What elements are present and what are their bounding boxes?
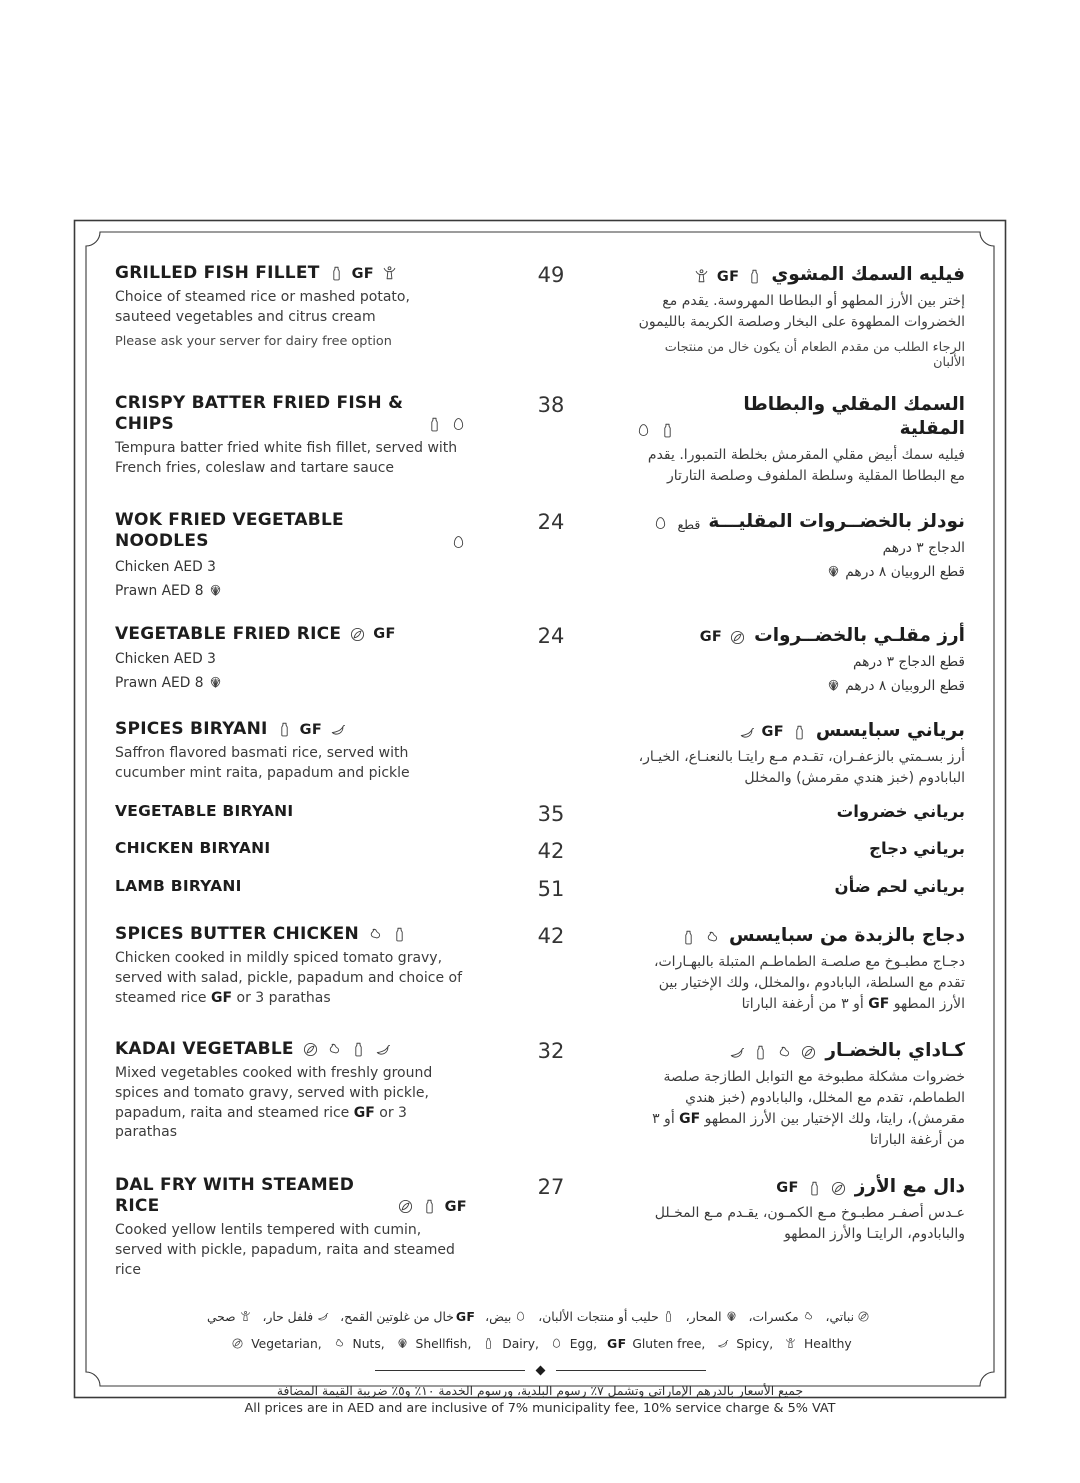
menu-item: [115, 1175, 965, 1281]
dish-name-ar: كـاداي بالخضـار: [825, 1039, 965, 1061]
healthy-icon: [693, 268, 710, 285]
dish-extra-en: Chicken AED 3: [115, 558, 216, 575]
dish-icons: [652, 515, 669, 534]
dish-name-ar: دجاج بالزبدة من سبايسس: [728, 924, 965, 946]
dish-desc-ar: أرز بسـمتي بالزعفـران، تقـدم مـع رايتـا بالنعنـاع، الخيـار، البابادوم (خبز هندي مقرمش) والمخلل: [638, 748, 965, 787]
dish-row: [115, 510, 965, 601]
dish-icons: [328, 265, 398, 284]
legend-entry: Egg,: [547, 1337, 597, 1351]
dish-english-column: [115, 624, 467, 696]
shellfish-icon: [396, 1334, 409, 1359]
dish-header-ar: [635, 1175, 965, 1199]
dish-header-en: [115, 924, 467, 945]
spicy-icon: [738, 724, 755, 741]
gluten-free-icon: GF: [716, 268, 740, 285]
dish-icons: [349, 626, 395, 645]
dish-note-ar: الرجاء الطلب من مقدم الطعام أن يكون خال من منتجات الألبان: [664, 339, 965, 370]
dish-name-en: GRILLED FISH FILLET: [115, 263, 320, 283]
dish-price: 24: [537, 510, 565, 535]
dish-icons: [700, 629, 746, 648]
dish-icons: [426, 416, 467, 435]
gluten-free-icon: GF: [455, 1308, 476, 1324]
legend-entry: Nuts,: [330, 1337, 385, 1351]
dairy-icon: [752, 1044, 769, 1061]
dairy-icon: [662, 1307, 675, 1332]
dish-extra-ar: الدجاج ٣ درهم: [882, 540, 965, 557]
dish-header-en: [115, 263, 467, 284]
vegetarian-icon: [857, 1307, 870, 1332]
vegetarian-icon: [830, 1180, 847, 1197]
legend-entry: المحار،: [686, 1310, 741, 1324]
variant-name-ar: برياني خضروات: [836, 802, 965, 822]
dish-row: [115, 1039, 965, 1152]
gluten-free-icon: GF: [353, 1104, 375, 1121]
dish-header-en: [115, 393, 467, 436]
spicy-icon: [716, 1334, 729, 1359]
dish-name-en: DAL FRY WITH STEAMED RICE: [115, 1174, 355, 1216]
spicy-icon: [316, 1307, 329, 1332]
dish-desc-ar: إختر بين الأرز المطهو أو البطاطا المهروسة. يقدم مع الخضروات المطهوة على البخار وصلصة الكريمة بالليمون: [638, 293, 965, 331]
nuts-icon: [776, 1044, 793, 1061]
healthy-icon: [381, 265, 398, 282]
dairy-icon: [391, 926, 408, 943]
dish-icons: [302, 1041, 391, 1060]
dish-arabic-column: [635, 510, 965, 601]
dish-price: [467, 719, 635, 790]
menu-item: [115, 393, 965, 488]
dish-icons: [635, 422, 676, 441]
dish-row: [115, 263, 965, 370]
dish-desc-en: Mixed vegetables cooked with freshly ground spices and tomato gravy, served with pickle, papadum, raita and steamed rice GF or 3 parathas: [115, 1064, 433, 1141]
menu-variant-row: [115, 802, 965, 826]
dish-header-en: [115, 719, 467, 740]
dish-icons: [728, 1044, 817, 1063]
nuts-icon: [326, 1041, 343, 1058]
dish-icons: [367, 926, 408, 945]
shellfish-icon: [208, 583, 223, 598]
menu-content: [115, 263, 965, 1416]
dish-icons: [680, 929, 721, 948]
dish-name-en: SPICES BIRYANI: [115, 718, 268, 739]
egg-icon: [450, 534, 467, 551]
dish-english-column: [115, 393, 467, 488]
dish-arabic-column: [635, 393, 965, 488]
menu-item: [115, 1039, 965, 1152]
gluten-free-icon: GF: [444, 1198, 467, 1215]
legend-line-english: [115, 1331, 965, 1359]
dish-row: [115, 924, 965, 1016]
nuts-icon: [704, 929, 721, 946]
divider-line: [556, 1370, 706, 1371]
variant-name-en: VEGETABLE BIRYANI: [115, 802, 294, 821]
dairy-icon: [421, 1198, 438, 1215]
dish-price: 38: [537, 392, 565, 417]
menu-variant-row: [115, 839, 965, 863]
legend-entry: GFخال من غلوتين القمح،: [340, 1308, 476, 1324]
spicy-icon: [728, 1044, 745, 1061]
dairy-icon: [328, 265, 345, 282]
legend-entry: Shellfish,: [393, 1337, 472, 1351]
dish-arabic-column: [635, 1175, 965, 1281]
vegetarian-icon: [302, 1041, 319, 1058]
dish-note-en: Please ask your server for dairy free option: [115, 334, 392, 349]
gluten-free-icon: GF: [761, 724, 784, 741]
dish-desc-ar: عـدس أصفـر مطبـوخ مـع الكمـون، يقـدم مـع المخـلل والبابادوم، الرايتـا والأرز المطهو: [654, 1204, 965, 1243]
legend-entry: فلفل حار،: [263, 1310, 333, 1324]
dish-icons: [208, 583, 223, 598]
price-note-english: All prices are in AED and are inclusive of 7% municipality fee, 10% service charge & 5% VAT: [244, 1401, 836, 1417]
legend-entry: صحي: [207, 1310, 255, 1324]
vegetarian-icon: [800, 1044, 817, 1061]
dairy-icon: [659, 422, 676, 439]
shellfish-icon: [725, 1307, 738, 1332]
dish-desc-en: Tempura batter fried white fish fillet, served with French fries, coleslaw and tartare sauce: [115, 440, 458, 476]
variant-name-en: CHICKEN BIRYANI: [115, 839, 271, 858]
dish-extra-en: Prawn AED 8: [115, 581, 467, 601]
dish-english-column: [115, 719, 467, 790]
dairy-icon: [791, 724, 808, 741]
dish-extra-en: Chicken AED 3: [115, 650, 216, 667]
variant-price: 51: [537, 876, 565, 901]
dairy-icon: [276, 721, 293, 738]
dish-name-ar: فيليه السمك المشوي: [771, 264, 965, 285]
egg-icon: [450, 416, 467, 433]
dairy-icon: [746, 268, 763, 285]
dish-price: 32: [537, 1038, 565, 1063]
dietary-legend: [115, 1304, 965, 1359]
menu-items-list: [115, 263, 965, 1281]
legend-entry: Dairy,: [479, 1337, 539, 1351]
dish-name-en: SPICES BUTTER CHICKEN: [115, 923, 360, 944]
variant-price: 35: [537, 802, 565, 827]
vegetarian-icon: [397, 1198, 414, 1215]
dish-name-en: CRISPY BATTER FRIED FISH & CHIPS: [115, 392, 404, 434]
dish-english-column: [115, 924, 467, 1016]
dish-arabic-column: [635, 719, 965, 790]
menu-item: [115, 719, 965, 901]
legend-entry: Vegetarian,: [228, 1337, 321, 1351]
dish-name-en: VEGETABLE FRIED RICE: [115, 623, 342, 644]
dish-row: [115, 393, 965, 488]
dish-name-ar-suffix: قطع: [677, 517, 701, 533]
dish-name-ar: نودلز بالخضــروات المقليـــة: [708, 511, 965, 533]
vegetarian-icon: [729, 629, 746, 646]
dish-header-ar: [635, 719, 965, 743]
dairy-icon: [482, 1334, 495, 1359]
dish-arabic-column: [635, 624, 965, 696]
dairy-icon: [680, 929, 697, 946]
dish-row: [115, 719, 965, 790]
dish-name-en: KADAI VEGETABLE: [115, 1038, 294, 1059]
dish-name-ar: السمك المقلي والبطاطا المقلية: [743, 393, 965, 439]
legend-entry: Healthy: [781, 1337, 852, 1351]
nuts-icon: [367, 926, 384, 943]
dish-english-column: [115, 1039, 467, 1152]
dish-extra-ar: قطع الروبيان ٨ درهم: [635, 562, 965, 582]
shellfish-icon: [826, 678, 841, 693]
dish-header-ar: [635, 510, 965, 534]
dairy-icon: [350, 1041, 367, 1058]
dish-price: 42: [537, 923, 565, 948]
dish-extra-en: Prawn AED 8: [115, 673, 467, 693]
dish-name-ar: أرز مقلـي بالخضــروات: [754, 624, 965, 646]
dairy-icon: [426, 416, 443, 433]
dish-desc-en: Saffron flavored basmati rice, served with cucumber mint raita, papadum and pickle: [115, 745, 410, 781]
dish-icons: [450, 534, 467, 553]
dish-price: 27: [537, 1174, 565, 1199]
dish-icons: [693, 268, 763, 287]
dish-english-column: [115, 1175, 467, 1281]
dish-price: 49: [537, 263, 565, 287]
gluten-free-icon: GF: [373, 626, 396, 643]
dish-icons: [826, 564, 841, 579]
dish-name-ar: برياني سبايسس: [815, 719, 965, 741]
legend-entry: Spicy,: [713, 1337, 773, 1351]
variant-name-ar: برياني لحم ضأن: [834, 876, 965, 896]
legend-entry: نباتي،: [826, 1310, 874, 1324]
dish-header-ar: [635, 624, 965, 648]
dish-desc-ar: فيليه سمك أبيض مقلي المقرمش بخلطة التمبورا. يقدم مع البطاطا المقلية وسلطة الملفوف وصلصة التارتار: [647, 446, 965, 484]
legend-entry: مكسرات،: [748, 1310, 817, 1324]
dish-header-en: [115, 1175, 467, 1218]
dish-icons: [826, 678, 841, 693]
dish-arabic-column: [635, 263, 965, 370]
dish-icons: [397, 1198, 467, 1217]
nuts-icon: [802, 1307, 815, 1332]
egg-icon: [635, 422, 652, 439]
healthy-icon: [239, 1307, 252, 1332]
spicy-icon: [374, 1041, 391, 1058]
dish-arabic-column: [635, 924, 965, 1016]
dish-desc-en: Chicken cooked in mildly spiced tomato gravy, served with salad, pickle, papadum and choice of steamed rice GF or 3 parathas: [115, 950, 463, 1006]
gluten-free-icon: GF: [210, 989, 233, 1006]
vegetarian-icon: [349, 626, 366, 643]
dish-icons: [276, 721, 346, 740]
menu-item: [115, 263, 965, 370]
egg-icon: [652, 515, 669, 532]
dish-header-ar: [635, 393, 965, 441]
dish-header-en: [115, 1039, 467, 1060]
gluten-free-icon: GF: [868, 996, 890, 1013]
dish-english-column: [115, 510, 467, 601]
gluten-free-icon: GF: [607, 1336, 627, 1352]
price-note-arabic: جميع الأسعار بالدرهم الإماراتي وتشمل ٧٪ رسوم البلدية، ورسوم الخدمة ١٠٪ و٥٪ ضريبة القيمة المضافة: [276, 1384, 804, 1399]
legend-entry: GF Gluten free,: [607, 1336, 706, 1352]
dish-icons: [776, 1180, 846, 1199]
menu-variant-row: [115, 877, 965, 901]
menu-item: [115, 510, 965, 601]
gluten-free-icon: GF: [679, 1111, 701, 1128]
menu-item: [115, 624, 965, 696]
dish-icons: [208, 675, 223, 690]
dairy-icon: [806, 1180, 823, 1197]
gluten-free-icon: GF: [776, 1180, 799, 1197]
vegetarian-icon: [231, 1334, 244, 1359]
diamond-ornament: [535, 1366, 545, 1376]
dish-header-en: [115, 624, 467, 645]
egg-icon: [550, 1334, 563, 1359]
legend-entry: حليب أو منتجات الألبان،: [538, 1310, 677, 1324]
dish-header-en: [115, 510, 467, 553]
dish-header-ar: [635, 263, 965, 287]
dish-icons: [738, 724, 808, 743]
dish-desc-en: Cooked yellow lentils tempered with cumin, served with pickle, papadum, raita and steamed rice: [115, 1222, 455, 1278]
legend-entry: بيض،: [485, 1310, 530, 1324]
dish-row: [115, 1175, 965, 1281]
legend-line-arabic: [115, 1304, 965, 1332]
dish-price: 24: [537, 623, 565, 648]
dish-desc-en: Choice of steamed rice or mashed potato, sauteed vegetables and citrus cream: [115, 289, 410, 326]
gluten-free-icon: GF: [299, 721, 323, 738]
footer-divider: [115, 1367, 965, 1374]
shellfish-icon: [208, 675, 223, 690]
dish-name-ar: دال مع الأرز: [854, 1175, 965, 1197]
variant-name-ar: برياني دجاج: [869, 839, 965, 859]
spicy-icon: [329, 721, 346, 738]
dish-header-ar: [635, 1039, 965, 1063]
dish-extra-ar: قطع الروبيان ٨ درهم: [635, 676, 965, 696]
gluten-free-icon: GF: [351, 265, 374, 282]
dish-row: [115, 624, 965, 696]
dish-english-column: [115, 263, 467, 370]
dish-desc-ar: دجـاج مطبـوخ مع صلصـة الطماطـم المتبلة بالبهـارات، تقدم مع السلطة، البابادوم ،والمخلل، ولك الإختيار بين الأرز المطهو GF أو ٣ من أرغفة الباراتا: [653, 953, 965, 1013]
variant-price: 42: [537, 839, 565, 864]
healthy-icon: [784, 1334, 797, 1359]
variant-name-en: LAMB BIRYANI: [115, 876, 242, 895]
dish-extra-ar: قطع الدجاج ٣ درهم: [852, 653, 965, 670]
dish-desc-ar: خضروات مشكلة مطبوخة مع التوابل الطازجة صلصة الطماطم، تقدم مع المخلل، والبابادوم (خبز هندي مقرمش)، رايتا، ولك الإختيار بين الأرز المطهو GF أو ٣ من أرغفة الباراتا: [652, 1068, 965, 1149]
nuts-icon: [333, 1334, 346, 1359]
gluten-free-icon: GF: [699, 629, 723, 646]
dish-arabic-column: [635, 1039, 965, 1152]
divider-line: [375, 1370, 525, 1371]
dish-header-ar: [635, 924, 965, 948]
shellfish-icon: [826, 564, 841, 579]
egg-icon: [514, 1307, 527, 1332]
dish-name-en: WOK FRIED VEGETABLE NOODLES: [115, 510, 344, 552]
menu-item: [115, 924, 965, 1016]
